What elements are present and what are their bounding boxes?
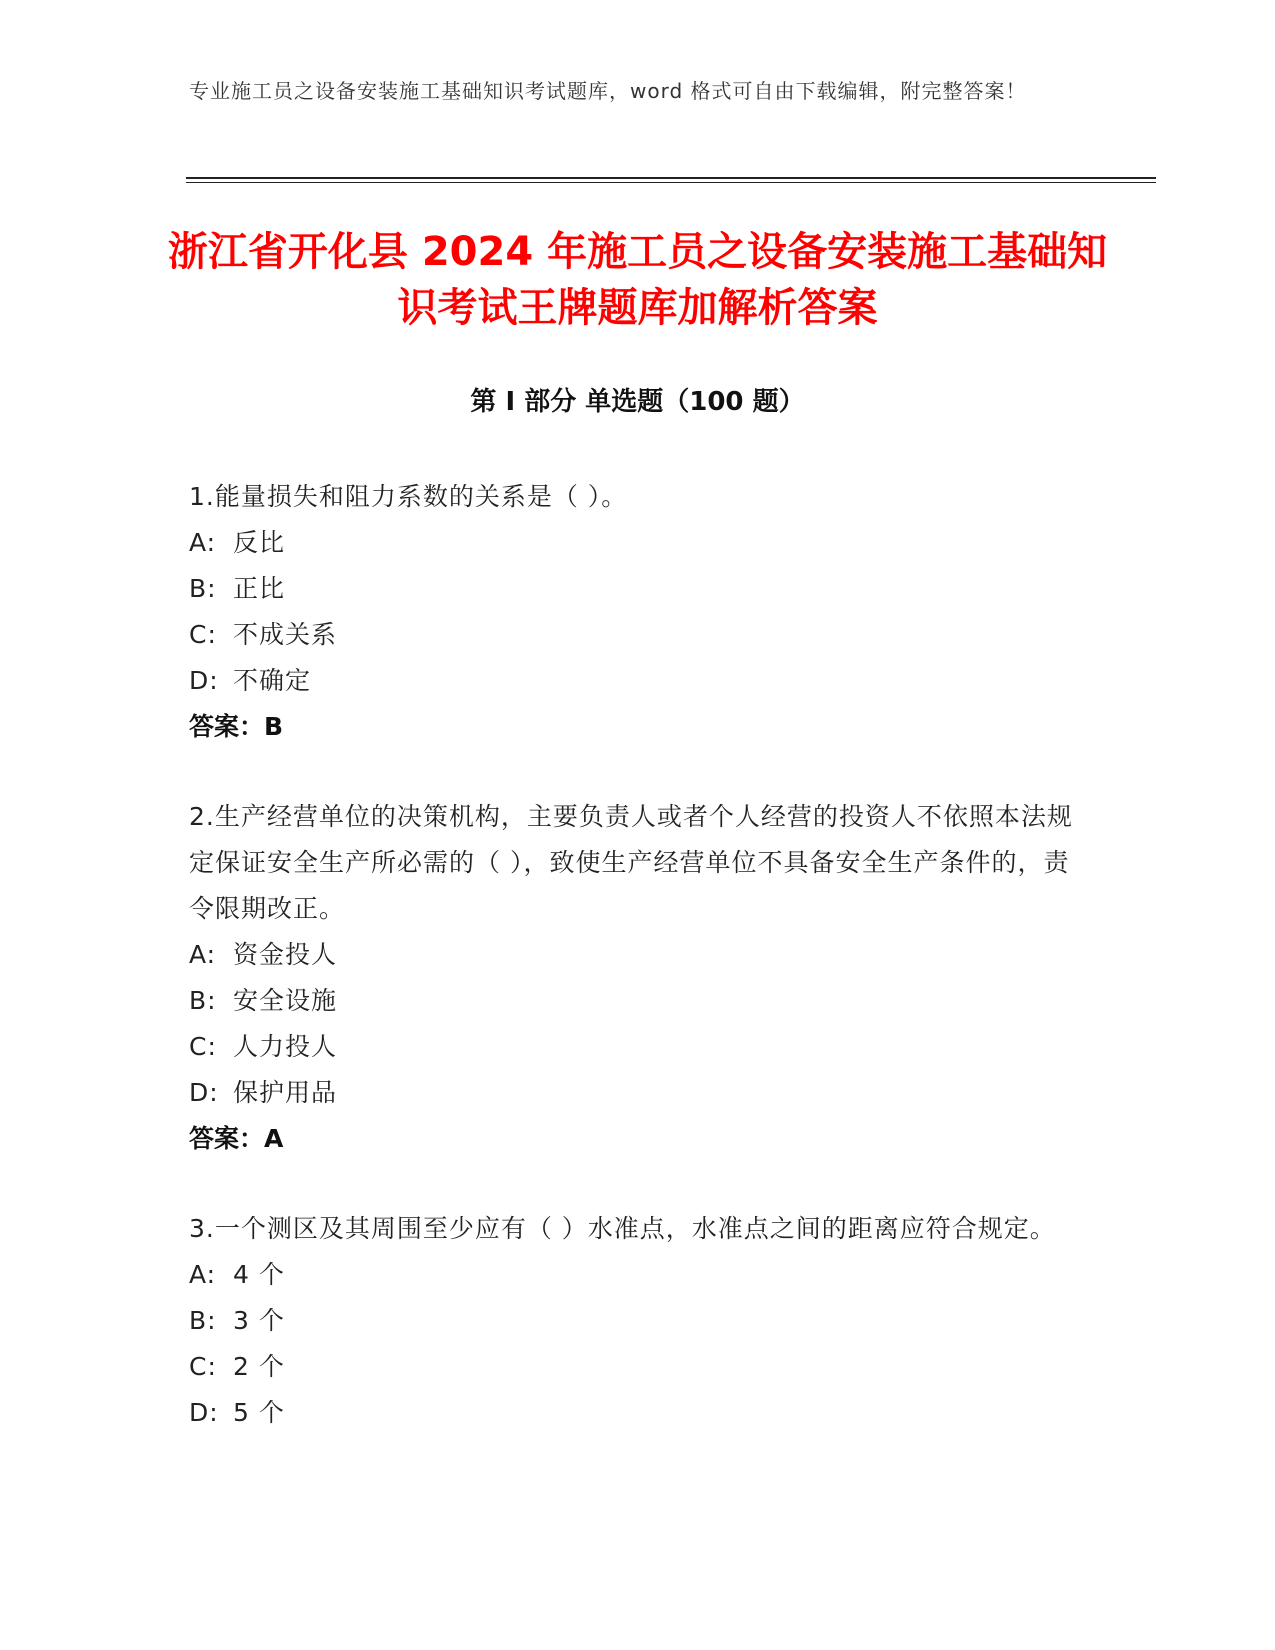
option-letter: B: <box>189 986 217 1015</box>
option-text: 保护用品 <box>233 1078 338 1107</box>
option-letter: C: <box>189 1352 217 1381</box>
option-b <box>189 1298 1079 1344</box>
question-list <box>189 474 1079 1480</box>
option-text: 5 个 <box>233 1398 285 1427</box>
option-b <box>189 566 1079 612</box>
option-d <box>189 1390 1079 1436</box>
option-letter: A: <box>189 940 217 969</box>
option-letter: C: <box>189 1032 217 1061</box>
option-text: 安全设施 <box>233 986 338 1015</box>
option-b <box>189 978 1079 1024</box>
document-title: 浙江省开化县 2024 年施工员之设备安装施工基础知识考试王牌题库加解析答案 <box>167 229 1108 331</box>
option-c <box>189 1344 1079 1390</box>
option-a <box>189 1252 1079 1298</box>
question-item <box>189 794 1079 1162</box>
question-item <box>189 1206 1079 1436</box>
question-item <box>189 474 1079 750</box>
option-text: 正比 <box>233 574 286 603</box>
option-c <box>189 612 1079 658</box>
question-stem: 3.一个测区及其周围至少应有（ ）水准点，水准点之间的距离应符合规定。 <box>189 1214 1056 1243</box>
answer-line: 答案：A <box>189 1124 284 1153</box>
option-letter: B: <box>189 1306 217 1335</box>
option-c <box>189 1024 1079 1070</box>
header-note: 专业施工员之设备安装施工基础知识考试题库，word 格式可自由下载编辑，附完整答案！ <box>189 79 1027 103</box>
option-text: 资金投人 <box>233 940 338 969</box>
option-text: 4 个 <box>233 1260 285 1289</box>
answer-line: 答案：B <box>189 712 284 741</box>
option-text: 2 个 <box>233 1352 285 1381</box>
option-a <box>189 520 1079 566</box>
option-letter: D: <box>189 1398 219 1427</box>
option-text: 不确定 <box>233 666 312 695</box>
option-a <box>189 932 1079 978</box>
option-text: 人力投人 <box>233 1032 338 1061</box>
question-stem: 2.生产经营单位的决策机构，主要负责人或者个人经营的投资人不依照本法规定保证安全生产所必需的（ ），致使生产经营单位不具备安全生产条件的，责令限期改正。 <box>189 802 1073 923</box>
option-d <box>189 1070 1079 1116</box>
option-letter: D: <box>189 1078 219 1107</box>
option-text: 不成关系 <box>233 620 338 649</box>
option-letter: C: <box>189 620 217 649</box>
question-stem: 1.能量损失和阻力系数的关系是（ ）。 <box>189 482 628 511</box>
option-d <box>189 658 1079 704</box>
section-title: 第 I 部分 单选题（100 题） <box>470 387 805 417</box>
option-text: 反比 <box>233 528 286 557</box>
header-divider-thick <box>186 177 1156 179</box>
option-text: 3 个 <box>233 1306 285 1335</box>
option-letter: A: <box>189 1260 217 1289</box>
option-letter: D: <box>189 666 219 695</box>
header-divider-thin <box>186 182 1156 183</box>
option-letter: B: <box>189 574 217 603</box>
option-letter: A: <box>189 528 217 557</box>
